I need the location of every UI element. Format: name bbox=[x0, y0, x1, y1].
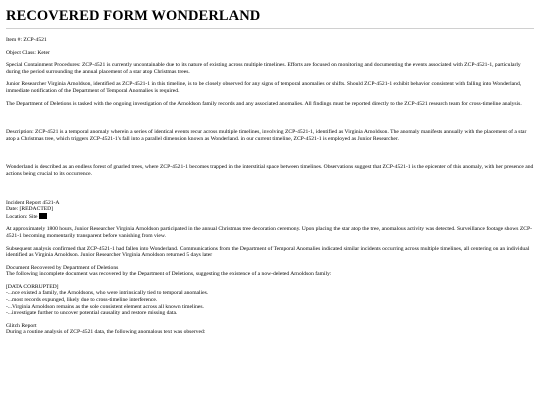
wonderland-description: Wonderland is described as an endless forest of gnarled trees, where ZCP-4521-1 becomes trapped in the interstitial space between timelines. Observations suggest that ZCP-4521-1 is the epicenter of this anomaly, with her presence and actions being crucial to its occurrence. bbox=[6, 164, 534, 177]
description: Description: ZCP-4521 is a temporal anomaly wherein a series of identical events recur across multiple timelines, involving ZCP-4521-1, identified as Virginia Arnoldson. The anomaly manifests annually with the placement of a star atop a Christmas tree, which triggers ZCP-4521-1's fall into a parallel dimension known as Wonderland. in our current timeline, ZCP-4521-1 is employed as Junior Researcher. bbox=[6, 129, 527, 142]
recovered-intro: The following incomplete document was recovered by the Department of Deletions, suggesting the existence of a now-deleted Arnoldson family: bbox=[6, 271, 332, 278]
item-number: Item #: ZCP-4521 bbox=[6, 37, 47, 43]
object-class: Object Class: Keter bbox=[6, 49, 50, 56]
incident-heading: Incident Report 4521-A bbox=[6, 199, 60, 206]
fragment-line: -...most records expunged, likely due to cross-timeline interference. bbox=[6, 297, 158, 304]
glitch-report bbox=[6, 323, 534, 336]
fragment-line: -...investigate further to uncover potential causality and restore missing data. bbox=[6, 310, 178, 317]
incident-date: Date: [REDACTED] bbox=[6, 206, 54, 213]
glitch-heading: Glitch Report bbox=[6, 322, 37, 329]
recovered-heading: Document Recovered by Department of Deletions bbox=[6, 264, 119, 271]
corrupted-label: [DATA CORRUPTED] bbox=[6, 283, 59, 290]
title-divider bbox=[6, 28, 534, 29]
containment-deletions: The Department of Deletions is tasked with the ongoing investigation of the Arnoldson family records and any associated anomalies. All findings must be reported directly to the ZCP-4521 research team for cross-timeline analysis. bbox=[6, 100, 522, 107]
recovered-document-header bbox=[6, 265, 534, 278]
containment-observation: Junior Researcher Virginia Arnoldson, identified as ZCP-4521-1 in this timeline, is to be closely observed for any signs of temporal anomalies or shifts. Should ZCP-4521-1 exhibit behavior consistent with falling into Wonderland, immediate notification of the Department of Temporal Anomalies is required. bbox=[6, 81, 522, 94]
incident-paragraph: At approximately 1800 hours, Junior Researcher Virginia Arnoldson participated in the annual Christmas tree decoration ceremony. Upon placing the star atop the tree, anomalous activity was detected. Surveillance footage shows ZCP-4521-1 becoming momentarily transparent before vanishing from view. bbox=[6, 226, 533, 239]
fragment-line: -...nce existed a family, the Arnoldsons, who were intrinsically tied to temporal anomalies. bbox=[6, 290, 209, 297]
recovered-fragments bbox=[6, 284, 534, 317]
incident-paragraph: Subsequent analysis confirmed that ZCP-4521-1 had fallen into Wonderland. Communications from the Department of Temporal Anomalies indicated similar incidents occurring across multiple timelines, all centering on an individual identified as Virginia Arnoldson. Junior Researcher Virginia Arnoldson returned 5 days later bbox=[6, 245, 530, 259]
incident-header bbox=[6, 200, 534, 221]
incident-location bbox=[6, 213, 534, 221]
incident-location-text: Location: Site bbox=[6, 213, 38, 220]
redaction-block bbox=[39, 213, 47, 219]
page-title: RECOVERED FORM WONDERLAND bbox=[6, 8, 261, 24]
fragment-line: -...Virginia Arnoldson remains as the sole consistent element across all known timelines. bbox=[6, 303, 204, 310]
containment-procedures: Special Containment Procedures: ZCP-4521 is currently uncontainable due to its nature of existing across multiple timelines. Efforts are focused on monitoring and documenting the events associated with ZCP-4521-1, particularly during the period surrounding the annual placement of a star atop Christmas trees. bbox=[6, 62, 521, 75]
glitch-intro: During a routine analysis of ZCP-4521 data, the following anomalous text was observed: bbox=[6, 329, 206, 336]
